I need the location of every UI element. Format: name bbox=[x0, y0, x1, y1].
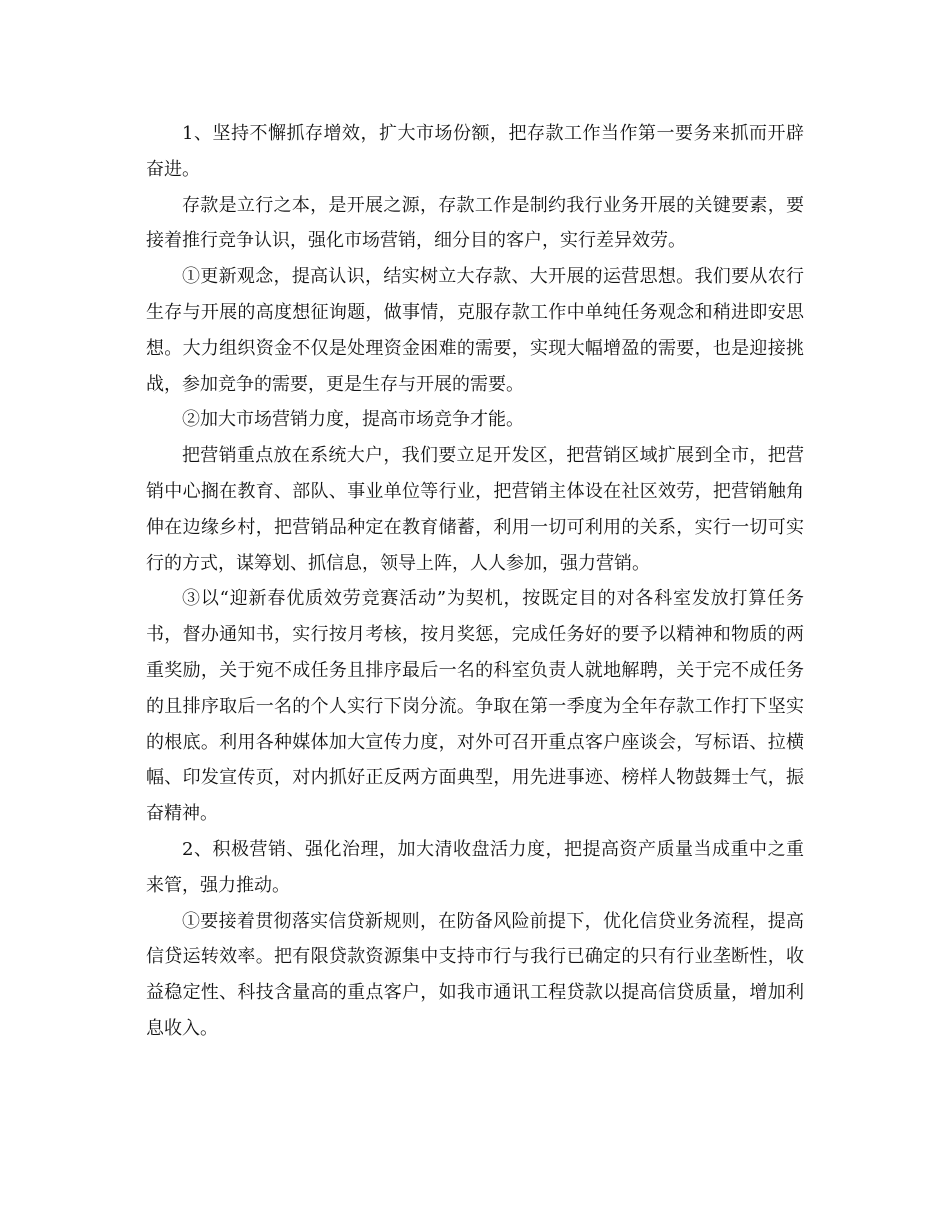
document-body bbox=[146, 116, 804, 1047]
paragraph-8: ①要接着贯彻落实信贷新规则，在防备风险前提下，优化信贷业务流程，提高信贷运转效率。把有限贷款资源集中支持市行与我行已确定的只有行业垄断性，收益稳定性、科技含量高的重点客户，如我市通讯工程贷款以提高信贷质量，增加利息收入。 bbox=[146, 910, 804, 1039]
paragraph-7: 2、积极营销、强化治理，加大清收盘活力度，把提高资产质量当成重中之重来管，强力推动。 bbox=[146, 838, 804, 896]
paragraph-4: ②加大市场营销力度，提高市场竞争才能。 bbox=[182, 409, 524, 431]
paragraph-2: 存款是立行之本，是开展之源，存款工作是制约我行业务开展的关键要素，要接着推行竞争认识，强化市场营销，细分目的客户，实行差异效劳。 bbox=[146, 194, 804, 252]
paragraph-5: 把营销重点放在系统大户，我们要立足开发区，把营销区域扩展到全市，把营销中心搁在教育、部队、事业单位等行业，把营销主体设在社区效劳，把营销触角伸在边缘乡村，把营销品种定在教育储蓄，利用一切可利用的关系，实行一切可实行的方式，谋筹划、抓信息，领导上阵，人人参加，强力营销。 bbox=[146, 445, 804, 574]
paragraph-6: ③以“迎新春优质效劳竞赛活动”为契机，按既定目的对各科室发放打算任务书，督办通知书，实行按月考核，按月奖惩，完成任务好的要予以精神和物质的两重奖励，关于宛不成任务且排序最后一名的科室负责人就地解聘，关于完不成任务的且排序取后一名的个人实行下岗分流。争取在第一季度为全年存款工作打下坚实的根底。利用各种媒体加大宣传力度，对外可召开重点客户座谈会，写标语、拉横幅、印发宣传页，对内抓好正反两方面典型，用先进事迹、榜样人物鼓舞士气，振奋精神。 bbox=[146, 588, 804, 825]
paragraph-3: ①更新观念，提高认识，结实树立大存款、大开展的运营思想。我们要从农行生存与开展的高度想征询题，做事情，克服存款工作中单纯任务观念和稍进即安思想。大力组织资金不仅是处理资金困难的需要，实现大幅增盈的需要，也是迎接挑战，参加竞争的需要，更是生存与开展的需要。 bbox=[146, 266, 804, 395]
paragraph-1: 1、坚持不懈抓存增效，扩大市场份额，把存款工作当作第一要务来抓而开辟奋进。 bbox=[146, 123, 804, 180]
